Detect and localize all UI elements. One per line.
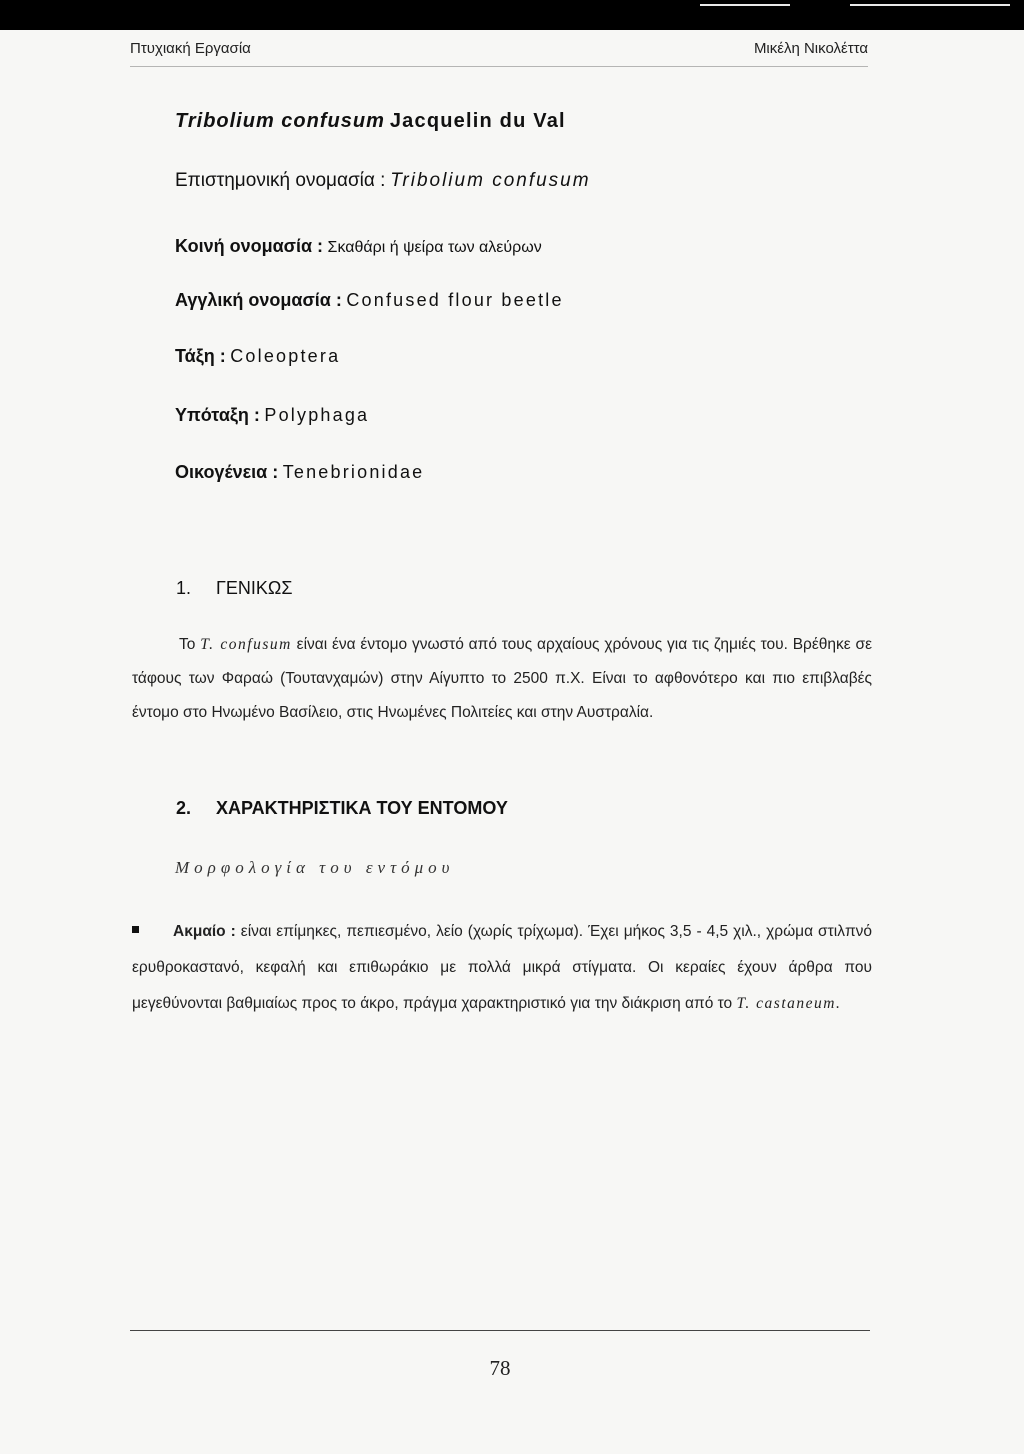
section-2-title: ΧΑΡΑΚΤΗΡΙΣΤΙΚΑ ΤΟΥ ΕΝΤΟΜΟΥ (216, 798, 508, 818)
bullet-item-adult (132, 914, 872, 1022)
field-value: Polyphaga (264, 405, 370, 425)
field-label: Αγγλική ονομασία : (175, 290, 342, 310)
section-2-number: 2. (176, 798, 192, 818)
title-species: Tribolium confusum (175, 110, 385, 132)
header-right: Μικέλη Νικολέττα (753, 40, 868, 57)
field-label: Υπόταξη : (175, 405, 260, 425)
species-name: T. castaneum. (736, 995, 842, 1012)
paragraph-text: είναι ένα έντομο γνωστό από τους αρχαίους χρόνους για τις ζημιές του. Βρέθηκε σε τάφους των Φαραώ (Τουτανχαμών) στην Αίγυπτο το 2500 π.Χ. Είναι το αφθονότερο και πιο επιβλαβές έντομο στο Ηνωμένο Βασίλειο, στις Ηνωμένες Πολιτείες και στην Αυστραλία. (132, 636, 872, 721)
title-author: Jacquelin du Val (389, 110, 566, 132)
bullet-icon (132, 926, 139, 933)
section-1-paragraph (132, 628, 872, 730)
field-label: Επιστημονική ονομασία : (175, 170, 386, 191)
field-value: Coleoptera (230, 346, 341, 366)
document-title (175, 110, 566, 133)
scan-artifact-line (700, 4, 790, 6)
field-value: Σκαθάρι ή ψείρα των αλεύρων (327, 239, 542, 256)
field-english-name (175, 290, 564, 311)
scan-artifact-line (850, 4, 1010, 6)
header-rule (130, 66, 868, 67)
field-label: Κοινή ονομασία : (175, 236, 324, 256)
bullet-text: είναι επίμηκες, πεπιεσμένο, λείο (χωρίς τρίχωμα). Έχει μήκος 3,5 - 4,5 χιλ., χρώμα στιλπνό ερυθροκαστανό, κεφαλή και επιθωράκιο με πολλά μικρά στίγματα. Οι κεραίες έχουν άρθρα που μεγεθύνονται βαθμιαίως προς το άκρο, πράγμα χαρακτηριστικό για την διάκριση από το (132, 923, 873, 1012)
page-number: 78 (489, 1356, 511, 1380)
field-value: Confused flour beetle (346, 290, 564, 310)
section-1-number: 1. (176, 578, 192, 598)
field-order (175, 346, 340, 367)
bullet-label: Ακμαίο : (173, 923, 236, 940)
field-label: Οικογένεια : (175, 462, 279, 482)
field-family (175, 462, 424, 483)
paragraph-text: Το (179, 636, 201, 653)
field-suborder (175, 405, 369, 426)
field-value: Tribolium confusum (390, 170, 591, 191)
field-scientific-name (175, 170, 591, 192)
field-common-name (175, 236, 542, 257)
section-1-title: ΓΕΝΙΚΩΣ (216, 578, 293, 598)
subsection-heading: Μορφολογία του εντόμου (175, 858, 455, 877)
header-left: Πτυχιακή Εργασία (130, 40, 251, 57)
field-label: Τάξη : (175, 346, 226, 366)
species-name: T. confusum (200, 636, 292, 653)
field-value: Tenebrionidae (282, 462, 425, 482)
footer-rule (130, 1330, 870, 1331)
